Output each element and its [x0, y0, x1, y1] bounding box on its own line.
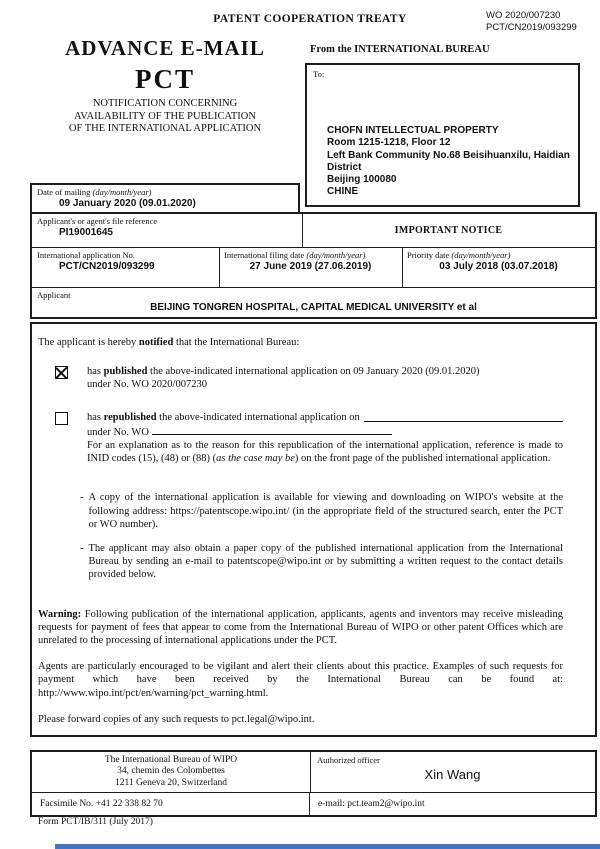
from-international-bureau: From the INTERNATIONAL BUREAU: [310, 44, 490, 55]
intl-filing-date-value: 27 June 2019 (27.06.2019): [249, 261, 372, 272]
date-of-mailing-label: Date of mailing (day/month/year): [37, 187, 152, 197]
important-notice: IMPORTANT NOTICE: [394, 225, 503, 236]
facsimile: Facsimile No. +41 22 338 82 70: [32, 793, 310, 815]
authorized-officer-label: Authorized officer: [317, 755, 380, 765]
publication-numbers: [486, 10, 577, 33]
blank-line: [152, 424, 392, 435]
bureau-address: The International Bureau of WIPO 34, chemin des Colombettes 1211 Geneva 20, Switzerland: [32, 752, 311, 793]
application-info-grid: [30, 212, 597, 319]
authorized-officer-name: Xin Wang: [424, 767, 481, 782]
footer-email: e-mail: pct.team2@wipo.int: [318, 799, 425, 809]
blank-line: [364, 411, 563, 422]
file-reference-cell: [32, 214, 303, 247]
copy-available-item: - A copy of the international application is available for viewing and downloading on WIPO's website at the following address: https://patentscope.wipo.int/ (in the appropriate field of the structured search, enter the PCT or WO number).: [80, 492, 563, 530]
published-checkbox[interactable]: [55, 366, 68, 379]
file-reference-row: [32, 214, 595, 248]
published-item: [55, 365, 563, 391]
intl-filing-date-cell: [219, 248, 403, 287]
dash-marker: -: [80, 543, 84, 555]
address-line: Left Bank Community No.68 Beisihuanxilu, Haidian: [327, 149, 570, 161]
intl-application-no-value: PCT/CN2019/093299: [59, 261, 155, 272]
priority-date-cell: [402, 248, 595, 287]
bottom-scrollbar[interactable]: [55, 844, 600, 849]
republication-explanation: For an explanation as to the reason for this republication of the international application, reference is made to INID codes (15), (48) or (88) (as the case may be) on the front page of the published international application.: [87, 440, 563, 465]
forward-paragraph: Please forward copies of any such requests to pct.legal@wipo.int.: [38, 713, 315, 725]
priority-date-value: 03 July 2018 (03.07.2018): [439, 261, 558, 272]
intl-filing-date-label: International filing date (day/month/year): [224, 250, 366, 260]
address-line: District: [327, 161, 362, 173]
priority-date-label: Priority date (day/month/year): [407, 250, 511, 260]
date-of-mailing-value: 09 January 2020 (09.01.2020): [59, 198, 196, 209]
file-reference-value: PI19001645: [59, 227, 113, 238]
intro-paragraph: The applicant is hereby notified that the International Bureau:: [38, 337, 300, 348]
republished-checkbox[interactable]: [55, 412, 68, 425]
recipient-address: [327, 125, 570, 199]
applicant-label: Applicant: [37, 290, 71, 300]
address-line: Beijing 100080: [327, 174, 397, 186]
address-line: CHINE: [327, 186, 359, 198]
paper-copy-item: - The applicant may also obtain a paper copy of the published international application from the International Bureau by sending an e-mail to patentscope@wipo.int or by submitting a written request to the contact details provided below.: [80, 543, 563, 581]
address-line: CHOFN INTELLECTUAL PROPERTY: [327, 125, 499, 136]
footer-box: [30, 750, 597, 817]
file-reference-label: Applicant's or agent's file reference: [37, 216, 158, 226]
dates-row: [32, 248, 595, 288]
applicant-row: [32, 288, 595, 317]
authorized-officer-cell: [310, 752, 595, 793]
warning-paragraph: Warning: Following publication of the international application, applicants, agents and inventors may receive misleading requests for payment of fees that appear to come from the International Bureau of WIPO or other patent Offices which are unrelated to the processing of international applications under the PCT.: [38, 608, 563, 647]
advance-email-title: ADVANCE E-MAIL: [65, 36, 265, 60]
agents-paragraph: Agents are particularly encouraged to be vigilant and alert their clients about this practice. Examples of such requests for payment which have been received by the International Bureau can be found at: http://www.wipo.int/pct/en/warning/pct_warning.html.: [38, 661, 563, 699]
address-line: Room 1215-1218, Floor 12: [327, 137, 451, 149]
intl-application-no-cell: [32, 248, 220, 287]
republished-text: has republished the above-indicated international application on under No. WO For an explanation as to the reason for this republication of the international application, reference is made to INID codes (15), (48) or (88) (as the case may be) on the front page of the published international application.: [87, 411, 563, 465]
published-text: has published the above-indicated international application on 09 January 2020 (09.01.2020) under No. WO 2020/007230: [87, 366, 480, 391]
to-address-box: [305, 63, 580, 207]
notification-title: NOTIFICATION CONCERNING AVAILABILITY OF THE PUBLICATION OF THE INTERNATIONAL APPLICATION: [68, 98, 262, 134]
intl-application-no-label: International application No.: [37, 250, 135, 260]
date-of-mailing-box: [30, 183, 300, 214]
dash-marker: -: [80, 492, 84, 504]
notification-body-box: [30, 322, 597, 737]
applicant-value: BEIJING TONGREN HOSPITAL, CAPITAL MEDICAL UNIVERSITY et al: [150, 302, 477, 313]
republished-item: [55, 411, 563, 466]
republished-line1: has republished the above-indicated international application on: [87, 411, 360, 423]
pct-title: PCT: [135, 64, 195, 94]
form-number: Form PCT/IB/311 (July 2017): [38, 817, 153, 827]
treaty-title: PATENT COOPERATION TREATY: [213, 13, 407, 25]
wo-number: WO 2020/007230: [486, 10, 561, 21]
pct-number: PCT/CN2019/093299: [486, 21, 577, 33]
to-label: To:: [313, 69, 325, 79]
